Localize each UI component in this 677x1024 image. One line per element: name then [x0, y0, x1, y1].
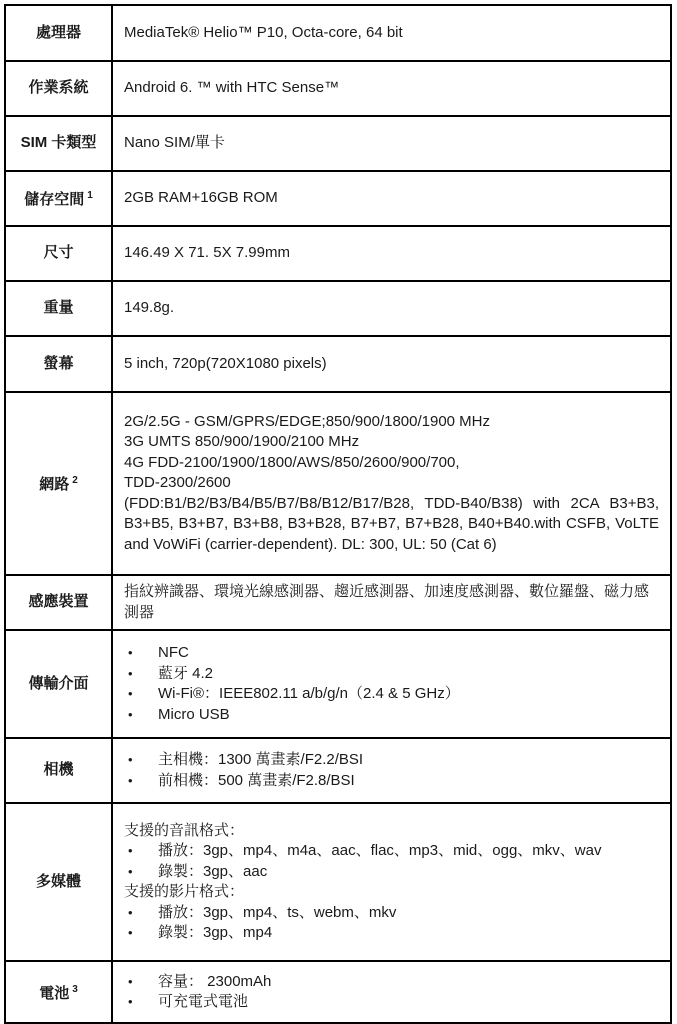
spec-label-sim	[5, 116, 112, 171]
bullet-icon: •	[128, 925, 133, 940]
spec-label-battery	[5, 961, 112, 1023]
spec-label-os	[5, 61, 112, 116]
bullet-icon: •	[128, 772, 133, 788]
video-playback-item: • 播放：3gp、mp4、ts、webm、mkv	[124, 903, 659, 924]
bullet-icon: •	[128, 904, 133, 920]
spec-label-camera	[5, 738, 112, 803]
spec-label-text: 傳輸介面	[28, 674, 89, 692]
spec-label-weight	[5, 281, 112, 336]
footnote-superscript: 3	[72, 983, 78, 995]
video-record-item: • 錄製：3gp、mp4	[124, 923, 659, 944]
battery-rechargeable-item: • 可充電式電池	[124, 992, 659, 1013]
table-row-camera	[5, 738, 671, 803]
spec-label-dimensions	[5, 226, 112, 281]
bullet-icon: •	[128, 752, 133, 767]
spec-value-weight: 149.8g.	[112, 281, 671, 336]
table-row-weight	[5, 281, 671, 336]
network-line-2g: 2G/2.5G - GSM/GPRS/EDGE;850/900/1800/1900 MHz	[124, 412, 491, 430]
footnote-superscript: 2	[72, 475, 78, 487]
spec-value-network	[112, 392, 671, 575]
table-row-os	[5, 61, 671, 116]
spec-label-text: 相機	[43, 761, 74, 779]
connectivity-item-nfc: • NFC	[124, 643, 659, 664]
spec-value-connectivity	[112, 630, 671, 738]
bullet-icon: •	[128, 973, 133, 989]
spec-label-processor	[5, 5, 112, 61]
spec-value-dimensions: 146.49 X 71. 5X 7.99mm	[112, 226, 671, 281]
connectivity-item-usb: • Micro USB	[124, 705, 659, 726]
spec-table	[4, 4, 672, 1024]
bullet-icon: •	[128, 706, 133, 722]
table-row-processor	[5, 5, 671, 61]
bullet-icon: •	[128, 665, 133, 681]
spec-value-screen: 5 inch, 720p(720X1080 pixels)	[112, 336, 671, 392]
spec-label-text: 螢幕	[43, 354, 74, 372]
spec-label-text: 重量	[43, 299, 74, 317]
connectivity-item-bluetooth: • 藍牙 4.2	[124, 664, 659, 685]
network-line-4g: 4G FDD-2100/1900/1800/AWS/850/2600/900/700,	[124, 453, 460, 471]
spec-label-sensors	[5, 575, 112, 630]
spec-label-text: 網路	[39, 476, 70, 494]
table-row-multimedia	[5, 803, 671, 961]
audio-playback-item: • 播放：3gp、mp4、m4a、aac、flac、mp3、mid、ogg、mkv、wav	[124, 841, 659, 862]
network-line-bands: (FDD:B1/B2/B3/B4/B5/B7/B8/B12/B17/B28, TDD-B40/B38) with 2CA B3+B3, B3+B5, B3+B7, B3+B8, B3+B28, B7+B7, B7+B28, B40+B40.with CSFB, VoLTE and VoWiFi (carrier-dependent). DL: 300, UL: 50 (Cat 6)	[124, 494, 659, 553]
connectivity-item-wifi: • Wi-Fi®：IEEE802.11 a/b/g/n（2.4 & 5 GHz）	[124, 684, 659, 705]
spec-label-text: 儲存空間	[24, 191, 85, 209]
bullet-icon: •	[128, 843, 133, 858]
table-row-connectivity	[5, 630, 671, 738]
spec-label-text: 作業系統	[28, 79, 89, 97]
spec-label-text: SIM 卡類型	[20, 134, 97, 152]
spec-label-text: 處理器	[35, 23, 81, 41]
spec-label-connectivity	[5, 630, 112, 738]
bullet-icon: •	[128, 686, 133, 701]
bullet-icon: •	[128, 994, 133, 1009]
video-format-heading: 支援的影片格式：	[124, 883, 245, 900]
network-line-tdd: TDD-2300/2600	[124, 474, 231, 492]
audio-record-item: • 錄製：3gp、aac	[124, 862, 659, 883]
bullet-icon: •	[128, 863, 133, 879]
footnote-superscript: 1	[87, 190, 93, 202]
spec-value-sensors: 指紋辨識器、環境光線感測器、趨近感測器、加速度感測器、數位羅盤、磁力感測器	[112, 575, 671, 630]
spec-value-os: Android 6. ™ with HTC Sense™	[112, 61, 671, 116]
table-row-screen	[5, 336, 671, 392]
spec-label-text: 尺寸	[43, 244, 74, 262]
spec-value-storage: 2GB RAM+16GB ROM	[112, 171, 671, 226]
camera-item-front: • 前相機：500 萬畫素/F2.8/BSI	[124, 771, 659, 792]
battery-capacity-item: • 容量： 2300mAh	[124, 972, 659, 993]
spec-value-camera	[112, 738, 671, 803]
spec-label-text: 電池	[39, 984, 70, 1002]
table-row-sim	[5, 116, 671, 171]
table-row-network	[5, 392, 671, 575]
spec-value-processor: MediaTek® Helio™ P10, Octa-core, 64 bit	[112, 5, 671, 61]
spec-label-screen	[5, 336, 112, 392]
network-line-3g: 3G UMTS 850/900/1900/2100 MHz	[124, 433, 360, 451]
spec-value-multimedia	[112, 803, 671, 961]
table-row-sensors	[5, 575, 671, 630]
spec-sheet	[4, 4, 672, 1024]
spec-label-text: 多媒體	[35, 872, 81, 890]
audio-format-heading: 支援的音訊格式：	[124, 821, 245, 839]
bullet-icon: •	[128, 645, 133, 660]
spec-label-storage	[5, 171, 112, 226]
table-row-storage	[5, 171, 671, 226]
spec-label-multimedia	[5, 803, 112, 961]
spec-value-sim: Nano SIM/單卡	[112, 116, 671, 171]
table-row-battery	[5, 961, 671, 1023]
spec-value-battery	[112, 961, 671, 1023]
spec-label-text: 感應裝置	[28, 593, 89, 611]
spec-label-network	[5, 392, 112, 575]
camera-item-main: • 主相機：1300 萬畫素/F2.2/BSI	[124, 750, 659, 771]
table-row-dimensions	[5, 226, 671, 281]
